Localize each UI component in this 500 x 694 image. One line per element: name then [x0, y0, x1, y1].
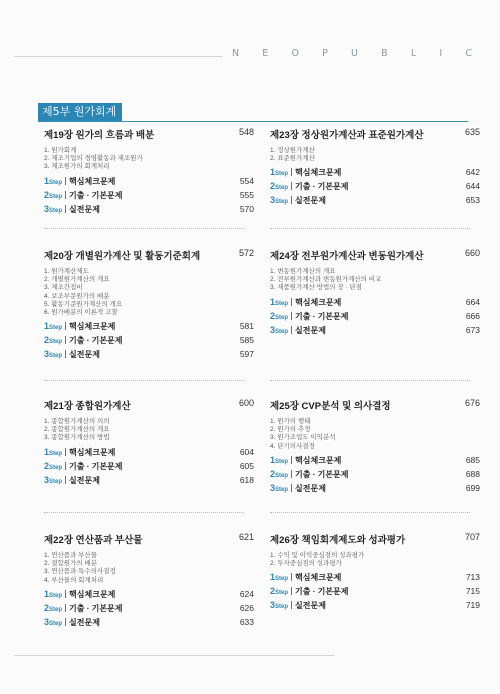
step-divider	[291, 168, 292, 176]
step-suffix: Step	[49, 592, 63, 599]
brand-letter: I	[439, 48, 443, 59]
chapter-title: 제25장 CVP분석 및 의사결정	[270, 401, 391, 412]
chapter-block	[270, 127, 480, 209]
step-suffix: Step	[49, 606, 63, 613]
step-number: 3	[270, 600, 276, 611]
step-page-number: 688	[465, 468, 480, 479]
step-row	[44, 602, 254, 617]
step-number: 1	[270, 167, 276, 178]
step-number: 1	[270, 296, 276, 307]
chapter-page-number: 600	[238, 398, 254, 408]
step-page-number: 713	[465, 572, 480, 583]
step-divider	[65, 177, 66, 185]
step-divider	[291, 601, 292, 609]
part-header	[38, 103, 468, 121]
step-divider	[291, 312, 292, 320]
step-row	[44, 175, 254, 190]
step-label: 실전문제	[69, 204, 100, 214]
step-page-number: 719	[465, 600, 480, 611]
section-separator	[270, 512, 470, 513]
step-divider	[65, 191, 66, 199]
step-row	[270, 586, 480, 600]
section-item: 1. 원가회계	[44, 147, 77, 154]
step-divider	[65, 462, 66, 470]
step-row	[270, 310, 480, 325]
step-suffix: Step	[49, 207, 63, 214]
step-suffix: Step	[275, 171, 289, 178]
step-label: 기출 · 기본문제	[69, 461, 123, 471]
step-label: 실전문제	[295, 601, 326, 611]
step-row	[270, 195, 480, 209]
section-list	[44, 418, 244, 443]
section-list	[270, 418, 470, 451]
step-divider	[291, 182, 292, 190]
chapter-page-number: 707	[464, 532, 480, 542]
step-list	[270, 454, 480, 497]
step-divider	[291, 587, 292, 595]
step-divider	[291, 456, 292, 464]
step-suffix: Step	[275, 472, 289, 479]
section-item: 5. 활동기준원가계산의 개요	[44, 300, 123, 308]
section-separator	[270, 380, 470, 381]
step-row	[44, 203, 254, 218]
step-label: 기출 · 기본문제	[69, 190, 123, 200]
step-number: 1	[270, 454, 276, 465]
step-row	[44, 616, 254, 631]
chapter-title: 제19장 원가의 흐름과 배분	[44, 130, 155, 141]
step-list	[44, 321, 254, 363]
step-number: 3	[270, 482, 276, 493]
step-divider	[291, 470, 292, 478]
step-number: 3	[270, 195, 276, 206]
section-item: 2. 표준원가계산	[270, 155, 315, 163]
chapter-title: 제21장 종합원가계산	[44, 401, 131, 412]
section-item: 1. 원가의 행태	[270, 418, 311, 425]
step-divider	[65, 618, 66, 626]
step-label: 실전문제	[69, 350, 100, 360]
section-separator	[270, 228, 470, 229]
step-row	[44, 446, 254, 461]
step-suffix: Step	[275, 576, 289, 583]
step-label: 핵심체크문제	[295, 168, 342, 178]
footer-rule	[14, 655, 334, 656]
chapter-block	[44, 127, 254, 218]
section-separator	[44, 228, 244, 229]
header-rule	[14, 56, 222, 57]
step-list	[270, 296, 480, 339]
step-divider	[65, 476, 66, 484]
section-item: 4. 보조부문원가의 배분	[44, 292, 110, 300]
chapter-page-number: 548	[238, 127, 254, 137]
step-page-number: 633	[239, 616, 254, 627]
step-number: 2	[44, 602, 50, 613]
section-item: 3. 종합원가계산의 방법	[44, 434, 110, 442]
step-label: 핵심체크문제	[69, 176, 116, 186]
section-list	[44, 552, 244, 585]
step-number: 1	[44, 588, 50, 599]
step-page-number: 653	[465, 195, 480, 206]
step-row	[44, 588, 254, 603]
part-rule	[38, 121, 468, 122]
step-number: 2	[44, 335, 50, 346]
step-page-number: 570	[239, 203, 254, 214]
step-divider	[291, 326, 292, 334]
brand-letter: U	[351, 48, 358, 59]
step-suffix: Step	[275, 300, 289, 307]
step-suffix: Step	[275, 486, 289, 493]
brand-letter: P	[322, 48, 328, 59]
step-row	[44, 189, 254, 204]
step-suffix: Step	[275, 458, 289, 465]
section-separator	[44, 380, 244, 381]
step-divider	[65, 604, 66, 612]
step-page-number: 581	[239, 321, 254, 332]
section-item: 1. 종합원가계산의 의의	[44, 418, 110, 425]
step-suffix: Step	[275, 604, 289, 611]
step-suffix: Step	[49, 193, 63, 200]
step-suffix: Step	[49, 179, 63, 186]
step-page-number: 597	[239, 349, 254, 360]
step-label: 실전문제	[69, 475, 100, 485]
brand-letter: E	[262, 48, 269, 59]
chapter-block	[270, 248, 480, 339]
step-page-number: 664	[465, 296, 480, 307]
step-number: 2	[270, 586, 276, 597]
section-item: 3. 연산품과 특수의사결정	[44, 568, 116, 576]
step-label: 핵심체크문제	[295, 573, 342, 583]
step-number: 2	[270, 468, 276, 479]
step-page-number: 715	[465, 586, 480, 597]
step-divider	[65, 336, 66, 344]
step-suffix: Step	[49, 339, 63, 346]
chapter-page-number: 572	[238, 248, 254, 258]
step-row	[270, 167, 480, 181]
step-suffix: Step	[275, 314, 289, 321]
step-number: 1	[44, 175, 50, 186]
section-item: 2. 종합원가계산의 개요	[44, 426, 110, 434]
step-row	[44, 321, 254, 335]
step-list	[270, 167, 480, 209]
step-label: 핵심체크문제	[295, 297, 342, 307]
chapter-title: 제23장 정상원가계산과 표준원가계산	[270, 130, 424, 141]
step-number: 3	[44, 203, 50, 214]
section-item: 2. 결합원가의 배분	[44, 560, 97, 568]
section-item: 4. 부산물의 회계처리	[44, 576, 104, 584]
step-page-number: 554	[239, 175, 254, 186]
step-label: 핵심체크문제	[69, 447, 116, 457]
step-suffix: Step	[275, 199, 289, 206]
section-item: 6. 원가배분의 이론적 고찰	[44, 309, 118, 317]
step-suffix: Step	[49, 478, 63, 485]
step-row	[44, 335, 254, 349]
step-page-number: 605	[239, 460, 254, 471]
step-list	[44, 175, 254, 218]
chapter-page-number: 635	[464, 127, 480, 137]
step-page-number: 618	[239, 474, 254, 485]
chapter-block	[270, 532, 480, 614]
step-number: 3	[44, 349, 50, 360]
step-page-number: 666	[465, 310, 480, 321]
step-divider	[65, 322, 66, 330]
chapter-title: 제26장 책임회계제도와 성과평가	[270, 535, 406, 546]
step-list	[270, 572, 480, 614]
publisher-wordmark	[232, 48, 472, 59]
step-label: 기출 · 기본문제	[295, 587, 349, 597]
step-number: 2	[270, 181, 276, 192]
step-page-number: 685	[465, 454, 480, 465]
step-page-number: 626	[239, 602, 254, 613]
step-label: 핵심체크문제	[295, 455, 342, 465]
step-number: 3	[44, 616, 50, 627]
step-divider	[65, 590, 66, 598]
section-list	[270, 268, 470, 293]
brand-letter: B	[381, 48, 388, 59]
step-page-number: 585	[239, 335, 254, 346]
section-item: 1. 원가계산제도	[44, 268, 89, 275]
step-divider	[291, 196, 292, 204]
step-label: 실전문제	[295, 325, 326, 335]
step-divider	[291, 573, 292, 581]
step-divider	[65, 205, 66, 213]
section-list	[44, 147, 244, 172]
step-label: 기출 · 기본문제	[69, 603, 123, 613]
step-label: 실전문제	[295, 196, 326, 206]
step-page-number: 644	[465, 181, 480, 192]
step-row	[44, 460, 254, 475]
step-divider	[65, 350, 66, 358]
step-suffix: Step	[49, 325, 63, 332]
chapter-page-number: 660	[464, 248, 480, 258]
section-separator	[44, 512, 244, 513]
brand-letter: O	[291, 48, 299, 59]
step-suffix: Step	[275, 590, 289, 597]
step-page-number: 624	[239, 588, 254, 599]
step-suffix: Step	[49, 620, 63, 627]
section-item: 1. 연산품과 부산물	[44, 552, 97, 559]
step-list	[44, 588, 254, 631]
step-row	[270, 181, 480, 195]
step-row	[270, 296, 480, 311]
step-label: 기출 · 기본문제	[295, 469, 349, 479]
step-number: 1	[44, 446, 50, 457]
section-item: 1. 수익 및 이익중심점의 성과평가	[270, 552, 365, 559]
step-suffix: Step	[49, 450, 63, 457]
step-divider	[291, 484, 292, 492]
section-list	[270, 147, 470, 163]
brand-letter: N	[232, 48, 240, 59]
chapter-block	[44, 532, 254, 631]
chapter-block	[44, 398, 254, 489]
step-row	[270, 482, 480, 497]
section-list	[270, 552, 470, 568]
step-suffix: Step	[49, 464, 63, 471]
step-label: 실전문제	[295, 483, 326, 493]
section-item: 1. 정상원가계산	[270, 147, 315, 154]
step-number: 1	[270, 572, 276, 583]
step-number: 3	[270, 324, 276, 335]
section-item: 3. 제조원가의 회계처리	[44, 163, 110, 171]
chapter-block	[270, 398, 480, 497]
step-label: 기출 · 기본문제	[295, 182, 349, 192]
step-row	[270, 324, 480, 339]
section-item: 3. 제조간접비	[44, 284, 83, 292]
chapter-page-number: 676	[464, 398, 480, 408]
step-number: 2	[270, 310, 276, 321]
section-list	[44, 268, 244, 317]
step-page-number: 604	[239, 446, 254, 457]
step-row	[44, 349, 254, 363]
step-row	[270, 600, 480, 614]
chapter-title: 제20장 개별원가계산 및 활동기준회계	[44, 251, 201, 262]
step-suffix: Step	[275, 185, 289, 192]
section-item: 4. 단기의사결정	[270, 442, 315, 450]
chapter-page-number: 621	[238, 532, 254, 542]
section-item: 1. 변동원가계산의 개요	[270, 268, 336, 275]
section-item: 3. 원가조업도 이익분석	[270, 434, 336, 442]
brand-letter: L	[410, 48, 417, 59]
section-item: 2. 개별원가계산의 개요	[44, 276, 110, 284]
step-number: 2	[44, 460, 50, 471]
step-list	[44, 446, 254, 489]
step-number: 3	[44, 474, 50, 485]
step-label: 실전문제	[69, 617, 100, 627]
step-page-number: 555	[239, 189, 254, 200]
step-label: 핵심체크문제	[69, 589, 116, 599]
part-title: 제5부 원가회계	[38, 103, 122, 121]
chapter-title: 제24장 전부원가계산과 변동원가계산	[270, 251, 424, 262]
chapter-block	[44, 248, 254, 363]
step-row	[270, 468, 480, 483]
step-number: 2	[44, 189, 50, 200]
section-item: 2. 제조기업의 경영활동과 제조원가	[44, 155, 143, 163]
step-row	[270, 454, 480, 469]
step-page-number: 699	[465, 482, 480, 493]
step-row	[270, 572, 480, 586]
step-divider	[291, 298, 292, 306]
section-item: 2. 원가의 추정	[270, 426, 311, 434]
step-divider	[65, 448, 66, 456]
brand-letter: C	[465, 48, 472, 59]
step-suffix: Step	[275, 328, 289, 335]
step-label: 기출 · 기본문제	[295, 311, 349, 321]
step-page-number: 642	[465, 167, 480, 178]
step-label: 기출 · 기본문제	[69, 336, 123, 346]
section-item: 2. 투자중심점의 성과평가	[270, 560, 342, 568]
step-suffix: Step	[49, 353, 63, 360]
chapter-title: 제22장 연산품과 부산물	[44, 535, 143, 546]
section-item: 3. 제품원가계산 방법의 장 · 단점	[270, 284, 362, 292]
step-page-number: 673	[465, 324, 480, 335]
step-number: 1	[44, 321, 50, 332]
step-label: 핵심체크문제	[69, 322, 116, 332]
step-row	[44, 474, 254, 489]
section-item: 2. 전부원가계산과 변동원가계산의 비교	[270, 276, 382, 284]
